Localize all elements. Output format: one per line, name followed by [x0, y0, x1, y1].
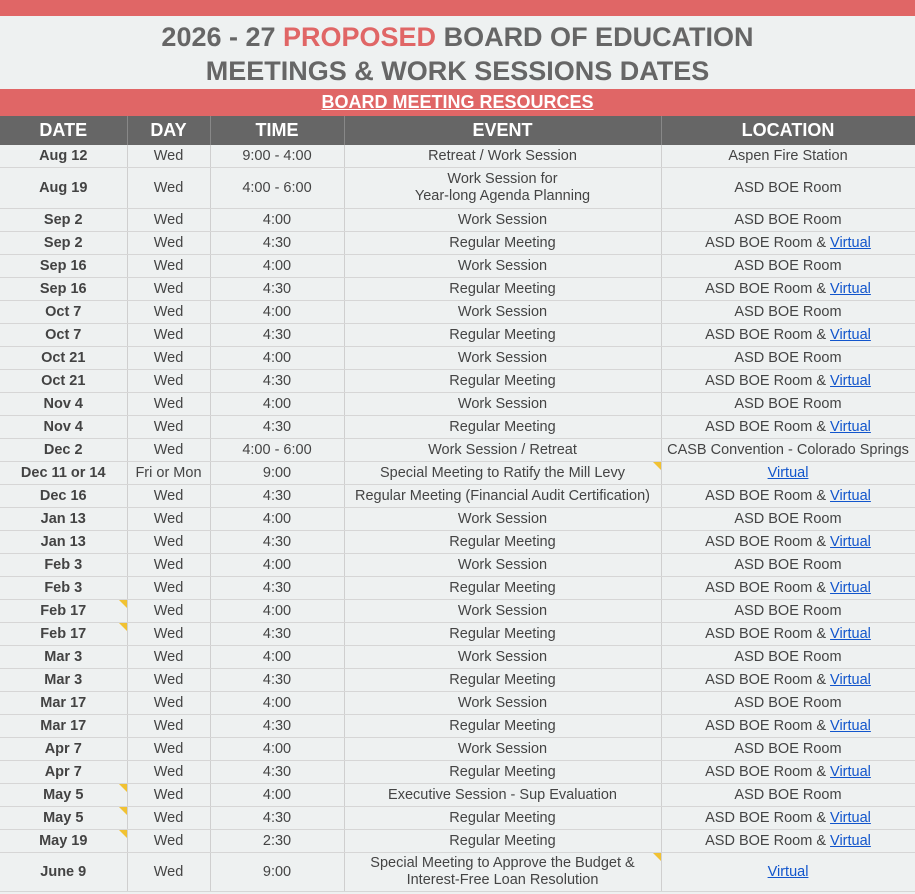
time-cell: 4:00: [210, 646, 344, 669]
event-text: Regular Meeting: [449, 418, 556, 435]
location-text: ASD BOE Room &: [705, 809, 831, 826]
day-cell: Wed: [127, 168, 210, 209]
location-cell: [661, 255, 915, 278]
date-cell: Feb 17: [0, 600, 127, 623]
event-cell: [344, 646, 661, 669]
location-text: ASD BOE Room &: [705, 671, 831, 688]
time-cell: 4:30: [210, 232, 344, 255]
date-cell: Dec 11 or 14: [0, 462, 127, 485]
time-cell: 4:30: [210, 416, 344, 439]
table-row: [0, 669, 915, 692]
event-cell: [344, 485, 661, 508]
event-text: Work Session: [457, 740, 548, 757]
date-cell: Apr 7: [0, 738, 127, 761]
date-cell: Oct 7: [0, 324, 127, 347]
time-cell: 4:30: [210, 324, 344, 347]
location-cell: [661, 554, 915, 577]
date-cell: Mar 3: [0, 646, 127, 669]
event-text: Work Session: [457, 257, 548, 274]
location-text: ASD BOE Room: [734, 694, 842, 711]
table-row: [0, 301, 915, 324]
table-row: [0, 255, 915, 278]
virtual-link[interactable]: Virtual: [830, 717, 871, 734]
location-text: ASD BOE Room &: [705, 579, 831, 596]
event-text: Regular Meeting: [449, 372, 556, 389]
location-cell: [661, 577, 915, 600]
day-cell: Wed: [127, 669, 210, 692]
table-row: [0, 393, 915, 416]
day-cell: Fri or Mon: [127, 462, 210, 485]
page-title: [0, 16, 915, 89]
time-cell: 4:30: [210, 623, 344, 646]
event-cell: [344, 232, 661, 255]
location-text: ASD BOE Room: [734, 303, 842, 320]
table-row: [0, 324, 915, 347]
location-cell: [661, 600, 915, 623]
virtual-link[interactable]: Virtual: [830, 579, 871, 596]
time-cell: 4:30: [210, 761, 344, 784]
time-cell: 4:00: [210, 209, 344, 232]
event-text: Regular Meeting: [449, 717, 556, 734]
date-cell: Feb 3: [0, 554, 127, 577]
event-text: Regular Meeting: [449, 809, 556, 826]
location-cell: [661, 324, 915, 347]
event-cell: [344, 715, 661, 738]
header-day: DAY: [127, 116, 210, 145]
table-row: [0, 554, 915, 577]
event-text: Regular Meeting (Financial Audit Certification): [355, 487, 650, 504]
event-text: Work Session: [457, 694, 548, 711]
time-cell: 4:30: [210, 531, 344, 554]
day-cell: Wed: [127, 784, 210, 807]
time-cell: 4:00: [210, 692, 344, 715]
event-text: Regular Meeting: [449, 579, 556, 596]
day-cell: Wed: [127, 853, 210, 892]
event-cell: [344, 554, 661, 577]
day-cell: Wed: [127, 324, 210, 347]
event-text: Work Session: [457, 395, 548, 412]
time-cell: 4:30: [210, 278, 344, 301]
day-cell: Wed: [127, 416, 210, 439]
table-row: [0, 761, 915, 784]
table-row: [0, 462, 915, 485]
location-text: ASD BOE Room &: [705, 832, 831, 849]
table-row: [0, 145, 915, 168]
time-cell: 4:30: [210, 715, 344, 738]
event-text: Regular Meeting: [449, 234, 556, 251]
table-row: [0, 232, 915, 255]
day-cell: Wed: [127, 439, 210, 462]
location-text: CASB Convention - Colorado Springs: [667, 441, 909, 458]
location-text: ASD BOE Room &: [705, 280, 831, 297]
day-cell: Wed: [127, 761, 210, 784]
location-cell: [661, 370, 915, 393]
event-cell: [344, 807, 661, 830]
time-cell: 4:00: [210, 738, 344, 761]
date-cell: Feb 17: [0, 623, 127, 646]
time-cell: 4:00: [210, 784, 344, 807]
time-cell: 4:00: [210, 347, 344, 370]
table-row: [0, 738, 915, 761]
location-text: ASD BOE Room: [734, 510, 842, 527]
table-body: [0, 145, 915, 892]
header-location: LOCATION: [661, 116, 915, 145]
table-row: [0, 600, 915, 623]
day-cell: Wed: [127, 232, 210, 255]
location-text: ASD BOE Room: [734, 648, 842, 665]
location-cell: [661, 301, 915, 324]
location-text: ASD BOE Room &: [705, 418, 831, 435]
day-cell: Wed: [127, 738, 210, 761]
location-text: ASD BOE Room &: [705, 717, 831, 734]
time-cell: 2:30: [210, 830, 344, 853]
time-cell: 4:00: [210, 301, 344, 324]
table-row: [0, 209, 915, 232]
table-row: [0, 784, 915, 807]
location-cell: [661, 738, 915, 761]
event-cell: [344, 255, 661, 278]
virtual-link[interactable]: Virtual: [830, 671, 871, 688]
date-cell: May 19: [0, 830, 127, 853]
day-cell: Wed: [127, 485, 210, 508]
event-cell: [344, 692, 661, 715]
event-cell: [344, 577, 661, 600]
event-cell: [344, 168, 661, 209]
day-cell: Wed: [127, 692, 210, 715]
virtual-link[interactable]: Virtual: [830, 809, 871, 826]
event-text: Retreat / Work Session: [428, 147, 577, 164]
header-row: [0, 116, 915, 145]
date-cell: Dec 2: [0, 439, 127, 462]
time-cell: 9:00: [210, 853, 344, 892]
date-cell: Apr 7: [0, 761, 127, 784]
event-text: Work Session: [457, 510, 548, 527]
event-cell: [344, 761, 661, 784]
event-text: Work Session: [457, 602, 548, 619]
event-cell: [344, 370, 661, 393]
location-cell: [661, 347, 915, 370]
day-cell: Wed: [127, 830, 210, 853]
event-cell: [344, 209, 661, 232]
event-text: Work Session: [457, 648, 548, 665]
virtual-link[interactable]: Virtual: [830, 372, 871, 389]
time-cell: 4:00 - 6:00: [210, 439, 344, 462]
time-cell: 4:00: [210, 554, 344, 577]
day-cell: Wed: [127, 347, 210, 370]
date-cell: Nov 4: [0, 416, 127, 439]
location-text: ASD BOE Room: [734, 349, 842, 366]
event-cell: [344, 439, 661, 462]
event-text: Work Session: [457, 349, 548, 366]
day-cell: Wed: [127, 715, 210, 738]
location-cell: [661, 168, 915, 209]
table-row: [0, 508, 915, 531]
time-cell: 4:00: [210, 508, 344, 531]
table-row: [0, 623, 915, 646]
location-cell: [661, 462, 915, 485]
location-cell: [661, 807, 915, 830]
location-text: ASD BOE Room: [734, 786, 842, 803]
day-cell: Wed: [127, 600, 210, 623]
meetings-table: [0, 116, 915, 892]
location-cell: [661, 278, 915, 301]
virtual-link[interactable]: Virtual: [767, 464, 809, 481]
table-row: [0, 485, 915, 508]
table-row: [0, 531, 915, 554]
event-cell: [344, 738, 661, 761]
day-cell: Wed: [127, 301, 210, 324]
event-cell: [344, 623, 661, 646]
table-row: [0, 416, 915, 439]
location-text: ASD BOE Room &: [705, 234, 831, 251]
event-cell: [344, 416, 661, 439]
table-row: [0, 715, 915, 738]
location-cell: [661, 439, 915, 462]
board-meeting-resources-link[interactable]: BOARD MEETING RESOURCES: [321, 92, 594, 112]
resources-bar: [0, 89, 915, 116]
event-text: Executive Session - Sup Evaluation: [388, 786, 617, 803]
day-cell: Wed: [127, 145, 210, 168]
location-cell: [661, 508, 915, 531]
table-row: [0, 577, 915, 600]
event-text: Work Session / Retreat: [428, 441, 577, 458]
event-text: Special Meeting to Approve the Budget &: [370, 855, 635, 871]
time-cell: 4:30: [210, 577, 344, 600]
location-cell: [661, 485, 915, 508]
day-cell: Wed: [127, 508, 210, 531]
location-text: ASD BOE Room &: [705, 533, 831, 550]
virtual-link[interactable]: Virtual: [830, 234, 871, 251]
day-cell: Wed: [127, 577, 210, 600]
time-cell: 4:00: [210, 393, 344, 416]
time-cell: 4:00: [210, 600, 344, 623]
event-text: Regular Meeting: [449, 533, 556, 550]
header-time: TIME: [210, 116, 344, 145]
event-text: Work Session: [457, 303, 548, 320]
time-cell: 4:30: [210, 807, 344, 830]
location-text: ASD BOE Room &: [705, 625, 831, 642]
location-cell: [661, 692, 915, 715]
location-cell: [661, 232, 915, 255]
event-cell: [344, 301, 661, 324]
day-cell: Wed: [127, 393, 210, 416]
location-cell: [661, 623, 915, 646]
day-cell: Wed: [127, 370, 210, 393]
location-text: ASD BOE Room: [734, 211, 842, 228]
time-cell: 4:30: [210, 669, 344, 692]
location-cell: [661, 209, 915, 232]
location-text: ASD BOE Room &: [705, 763, 831, 780]
location-cell: [661, 416, 915, 439]
event-cell: [344, 145, 661, 168]
virtual-link[interactable]: Virtual: [830, 763, 871, 780]
location-cell: [661, 761, 915, 784]
virtual-link[interactable]: Virtual: [830, 832, 871, 849]
time-cell: 4:00 - 6:00: [210, 168, 344, 209]
virtual-link[interactable]: Virtual: [767, 863, 809, 880]
title-line1-rest: BOARD OF EDUCATION: [436, 22, 754, 52]
title-accent: PROPOSED: [283, 22, 437, 52]
location-cell: [661, 646, 915, 669]
event-cell: [344, 393, 661, 416]
location-cell: [661, 393, 915, 416]
event-cell: [344, 784, 661, 807]
location-text: ASD BOE Room: [734, 257, 842, 274]
virtual-link[interactable]: Virtual: [830, 418, 871, 435]
location-cell: [661, 145, 915, 168]
virtual-link[interactable]: Virtual: [830, 280, 871, 297]
location-cell: [661, 669, 915, 692]
date-cell: Sep 16: [0, 255, 127, 278]
time-cell: 4:00: [210, 255, 344, 278]
location-text: ASD BOE Room &: [705, 326, 831, 343]
table-row: [0, 646, 915, 669]
time-cell: 4:30: [210, 370, 344, 393]
date-cell: May 5: [0, 807, 127, 830]
table-row: [0, 168, 915, 209]
event-text: Regular Meeting: [449, 832, 556, 849]
location-cell: [661, 853, 915, 892]
date-cell: Mar 3: [0, 669, 127, 692]
day-cell: Wed: [127, 209, 210, 232]
date-cell: Oct 7: [0, 301, 127, 324]
location-text: ASD BOE Room &: [705, 487, 831, 504]
table-row: [0, 278, 915, 301]
location-text: Aspen Fire Station: [728, 147, 848, 164]
time-cell: 9:00: [210, 462, 344, 485]
virtual-link[interactable]: Virtual: [830, 487, 871, 504]
event-text: Regular Meeting: [449, 763, 556, 780]
event-cell: [344, 669, 661, 692]
event-cell: [344, 508, 661, 531]
date-cell: Jan 13: [0, 508, 127, 531]
day-cell: Wed: [127, 278, 210, 301]
table-row: [0, 853, 915, 892]
event-text: Work Session for: [447, 171, 558, 187]
location-text: ASD BOE Room: [734, 556, 842, 573]
header-event: EVENT: [344, 116, 661, 145]
event-text: Regular Meeting: [449, 625, 556, 642]
date-cell: June 9: [0, 853, 127, 892]
top-accent-bar: [0, 0, 915, 16]
date-cell: Nov 4: [0, 393, 127, 416]
event-cell: [344, 278, 661, 301]
event-text: Work Session: [457, 211, 548, 228]
time-cell: 9:00 - 4:00: [210, 145, 344, 168]
date-cell: Aug 19: [0, 168, 127, 209]
event-text: Regular Meeting: [449, 280, 556, 297]
event-cell: [344, 531, 661, 554]
day-cell: Wed: [127, 807, 210, 830]
date-cell: Dec 16: [0, 485, 127, 508]
location-cell: [661, 715, 915, 738]
date-cell: Mar 17: [0, 715, 127, 738]
virtual-link[interactable]: Virtual: [830, 326, 871, 343]
location-cell: [661, 830, 915, 853]
table-row: [0, 807, 915, 830]
date-cell: Oct 21: [0, 370, 127, 393]
date-cell: Sep 2: [0, 209, 127, 232]
title-prefix: 2026 - 27: [161, 22, 284, 52]
title-line-1: [0, 20, 915, 54]
date-cell: Sep 16: [0, 278, 127, 301]
location-text: ASD BOE Room: [734, 740, 842, 757]
location-text: ASD BOE Room &: [705, 372, 831, 389]
event-cell: [344, 830, 661, 853]
event-text: Regular Meeting: [449, 326, 556, 343]
day-cell: Wed: [127, 623, 210, 646]
table-row: [0, 830, 915, 853]
day-cell: Wed: [127, 531, 210, 554]
event-cell: [344, 853, 661, 892]
table-row: [0, 439, 915, 462]
event-cell: [344, 462, 661, 485]
date-cell: Mar 17: [0, 692, 127, 715]
event-cell: [344, 600, 661, 623]
table-row: [0, 692, 915, 715]
virtual-link[interactable]: Virtual: [830, 625, 871, 642]
event-text: Work Session: [457, 556, 548, 573]
time-cell: 4:30: [210, 485, 344, 508]
header-date: DATE: [0, 116, 127, 145]
location-text: ASD BOE Room: [734, 395, 842, 412]
date-cell: Feb 3: [0, 577, 127, 600]
event-text: Regular Meeting: [449, 671, 556, 688]
date-cell: May 5: [0, 784, 127, 807]
event-cell: [344, 347, 661, 370]
location-cell: [661, 784, 915, 807]
day-cell: Wed: [127, 554, 210, 577]
event-text: Special Meeting to Ratify the Mill Levy: [380, 464, 625, 481]
date-cell: Sep 2: [0, 232, 127, 255]
location-cell: [661, 531, 915, 554]
event-cell: [344, 324, 661, 347]
title-line-2: MEETINGS & WORK SESSIONS DATES: [205, 56, 710, 86]
table-row: [0, 347, 915, 370]
virtual-link[interactable]: Virtual: [830, 533, 871, 550]
date-cell: Oct 21: [0, 347, 127, 370]
event-text-line-2: Year-long Agenda Planning: [414, 188, 591, 204]
day-cell: Wed: [127, 646, 210, 669]
date-cell: Jan 13: [0, 531, 127, 554]
date-cell: Aug 12: [0, 145, 127, 168]
location-text: ASD BOE Room: [734, 179, 842, 196]
location-text: ASD BOE Room: [734, 602, 842, 619]
event-text-line-2: Interest-Free Loan Resolution: [406, 872, 599, 888]
day-cell: Wed: [127, 255, 210, 278]
table-row: [0, 370, 915, 393]
